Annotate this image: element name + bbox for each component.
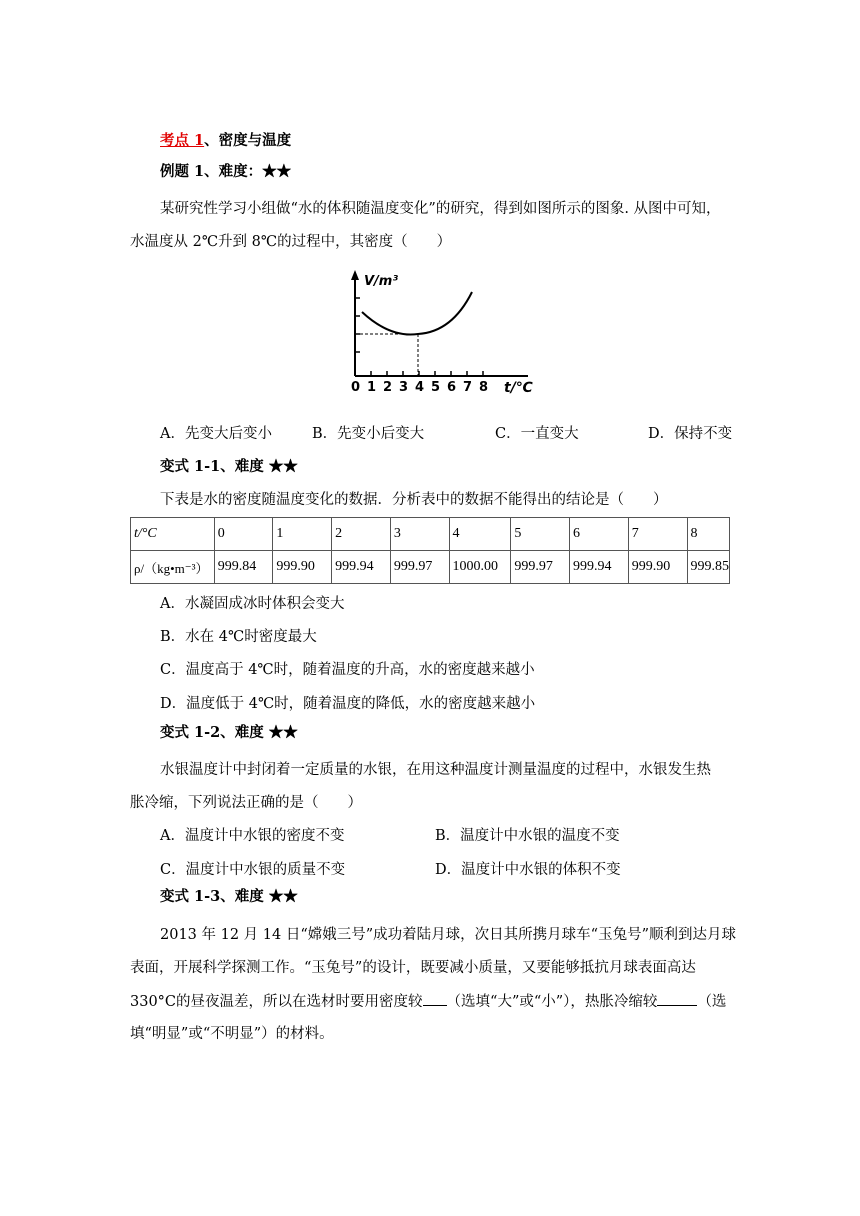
table-cell: 3: [390, 518, 449, 551]
volume-curve: [362, 292, 472, 335]
volume-temperature-graph: [340, 268, 540, 398]
variant1-3-line4: 填“明显”或“不明显”）的材料。: [130, 1026, 334, 1042]
variant1-3-line1: 2013 年 12 月 14 日“嫦娥三号”成功着陆月球，次日其所携月球车“玉兔号”顺利到达月球: [160, 927, 736, 943]
variant1-2-question-line1: 水银温度计中封闭着一定质量的水银，在用这种温度计测量温度的过程中，水银发生热: [160, 762, 711, 778]
expansion-answer-blank[interactable]: [657, 991, 697, 1006]
variant1-2-option-c: C．温度计中水银的质量不变: [160, 862, 346, 878]
variant1-1-option-b: B．水在 4℃时密度最大: [160, 629, 317, 645]
variant1-3-line3: [130, 991, 726, 1012]
table-cell: 999.90: [273, 551, 332, 584]
variant1-1-option-a: A．水凝固成冰时体积会变大: [160, 596, 345, 612]
variant1-2-header: 变式 1-2、难度 ★★: [160, 724, 298, 741]
table-cell: 7: [628, 518, 687, 551]
x-tick-label: 6: [447, 380, 457, 395]
example1-option-d: D．保持不变: [648, 426, 733, 442]
example1-option-b: B．先变小后变大: [312, 426, 425, 442]
table-row: [131, 518, 730, 551]
variant1-3-line3-part-a: 330°C的昼夜温差，所以在选材时要用密度较: [130, 994, 423, 1010]
table-cell: 4: [449, 518, 511, 551]
table-cell: 999.97: [390, 551, 449, 584]
table-cell: 0: [214, 518, 273, 551]
variant1-3-header: 变式 1-3、难度 ★★: [160, 888, 298, 905]
variant1-1-question: 下表是水的密度随温度变化的数据．分析表中的数据不能得出的结论是（ ）: [160, 492, 668, 508]
x-tick-label: 4: [415, 380, 425, 395]
table-cell: 999.85: [687, 551, 730, 584]
variant1-2-option-d: D．温度计中水银的体积不变: [435, 862, 621, 878]
density-table: [130, 517, 730, 584]
example1-option-a: A．先变大后变小: [160, 426, 272, 442]
x-tick-label: 3: [399, 380, 409, 395]
x-tick-label: 7: [463, 380, 473, 395]
y-axis-arrow: [351, 270, 359, 280]
table-cell: 999.94: [570, 551, 629, 584]
table-cell: 6: [570, 518, 629, 551]
y-axis-label: V/m³: [364, 274, 399, 289]
table-cell: 999.97: [511, 551, 570, 584]
x-tick-label: 1: [367, 380, 377, 395]
example1-option-c: C．一直变大: [495, 426, 579, 442]
section-heading: [160, 131, 291, 151]
table-cell: 8: [687, 518, 730, 551]
table-row-label-density: ρ/（kg•m⁻³）: [131, 551, 215, 584]
section-prefix: 考点 1: [160, 132, 205, 149]
table-cell: 999.90: [628, 551, 687, 584]
table-row-label-temp: t/°C: [131, 518, 215, 551]
x-tick-label: 0: [351, 380, 361, 395]
density-answer-blank[interactable]: [423, 991, 447, 1006]
table-cell: 999.94: [332, 551, 391, 584]
example1-header: 例题 1、难度：★★: [160, 163, 292, 180]
x-tick-label: 8: [479, 380, 489, 395]
table-row: [131, 551, 730, 584]
variant1-3-line3-part-c: （选: [697, 994, 727, 1010]
table-cell: 2: [332, 518, 391, 551]
variant1-1-option-c: C．温度高于 4℃时，随着温度的升高，水的密度越来越小: [160, 662, 535, 678]
x-tick-label: 5: [431, 380, 441, 395]
table-cell: 1: [273, 518, 332, 551]
variant1-2-option-b: B．温度计中水银的温度不变: [435, 828, 620, 844]
table-cell: 1000.00: [449, 551, 511, 584]
section-suffix: 、密度与温度: [204, 132, 292, 149]
example1-question-line1: 某研究性学习小组做“水的体积随温度变化”的研究，得到如图所示的图象. 从图中可知，: [160, 201, 721, 217]
x-tick-label: 2: [383, 380, 393, 395]
x-axis-label: t/℃: [504, 380, 533, 396]
table-cell: 999.84: [214, 551, 273, 584]
x-tick-labels: [351, 380, 488, 395]
variant1-2-question-line2: 胀冷缩，下列说法正确的是（ ）: [130, 795, 362, 811]
variant1-3-line2: 表面，开展科学探测工作。“玉兔号”的设计，既要减小质量，又要能够抵抗月球表面高达: [130, 960, 696, 976]
variant1-1-option-d: D．温度低于 4℃时，随着温度的降低，水的密度越来越小: [160, 696, 536, 712]
variant1-2-option-a: A．温度计中水银的密度不变: [160, 828, 345, 844]
variant1-1-header: 变式 1-1、难度 ★★: [160, 458, 298, 475]
example1-question-line2: 水温度从 2℃升到 8℃的过程中，其密度（ ）: [130, 234, 452, 250]
variant1-3-line3-part-b: （选填“大”或“小”），热胀冷缩较: [446, 994, 658, 1010]
table-cell: 5: [511, 518, 570, 551]
